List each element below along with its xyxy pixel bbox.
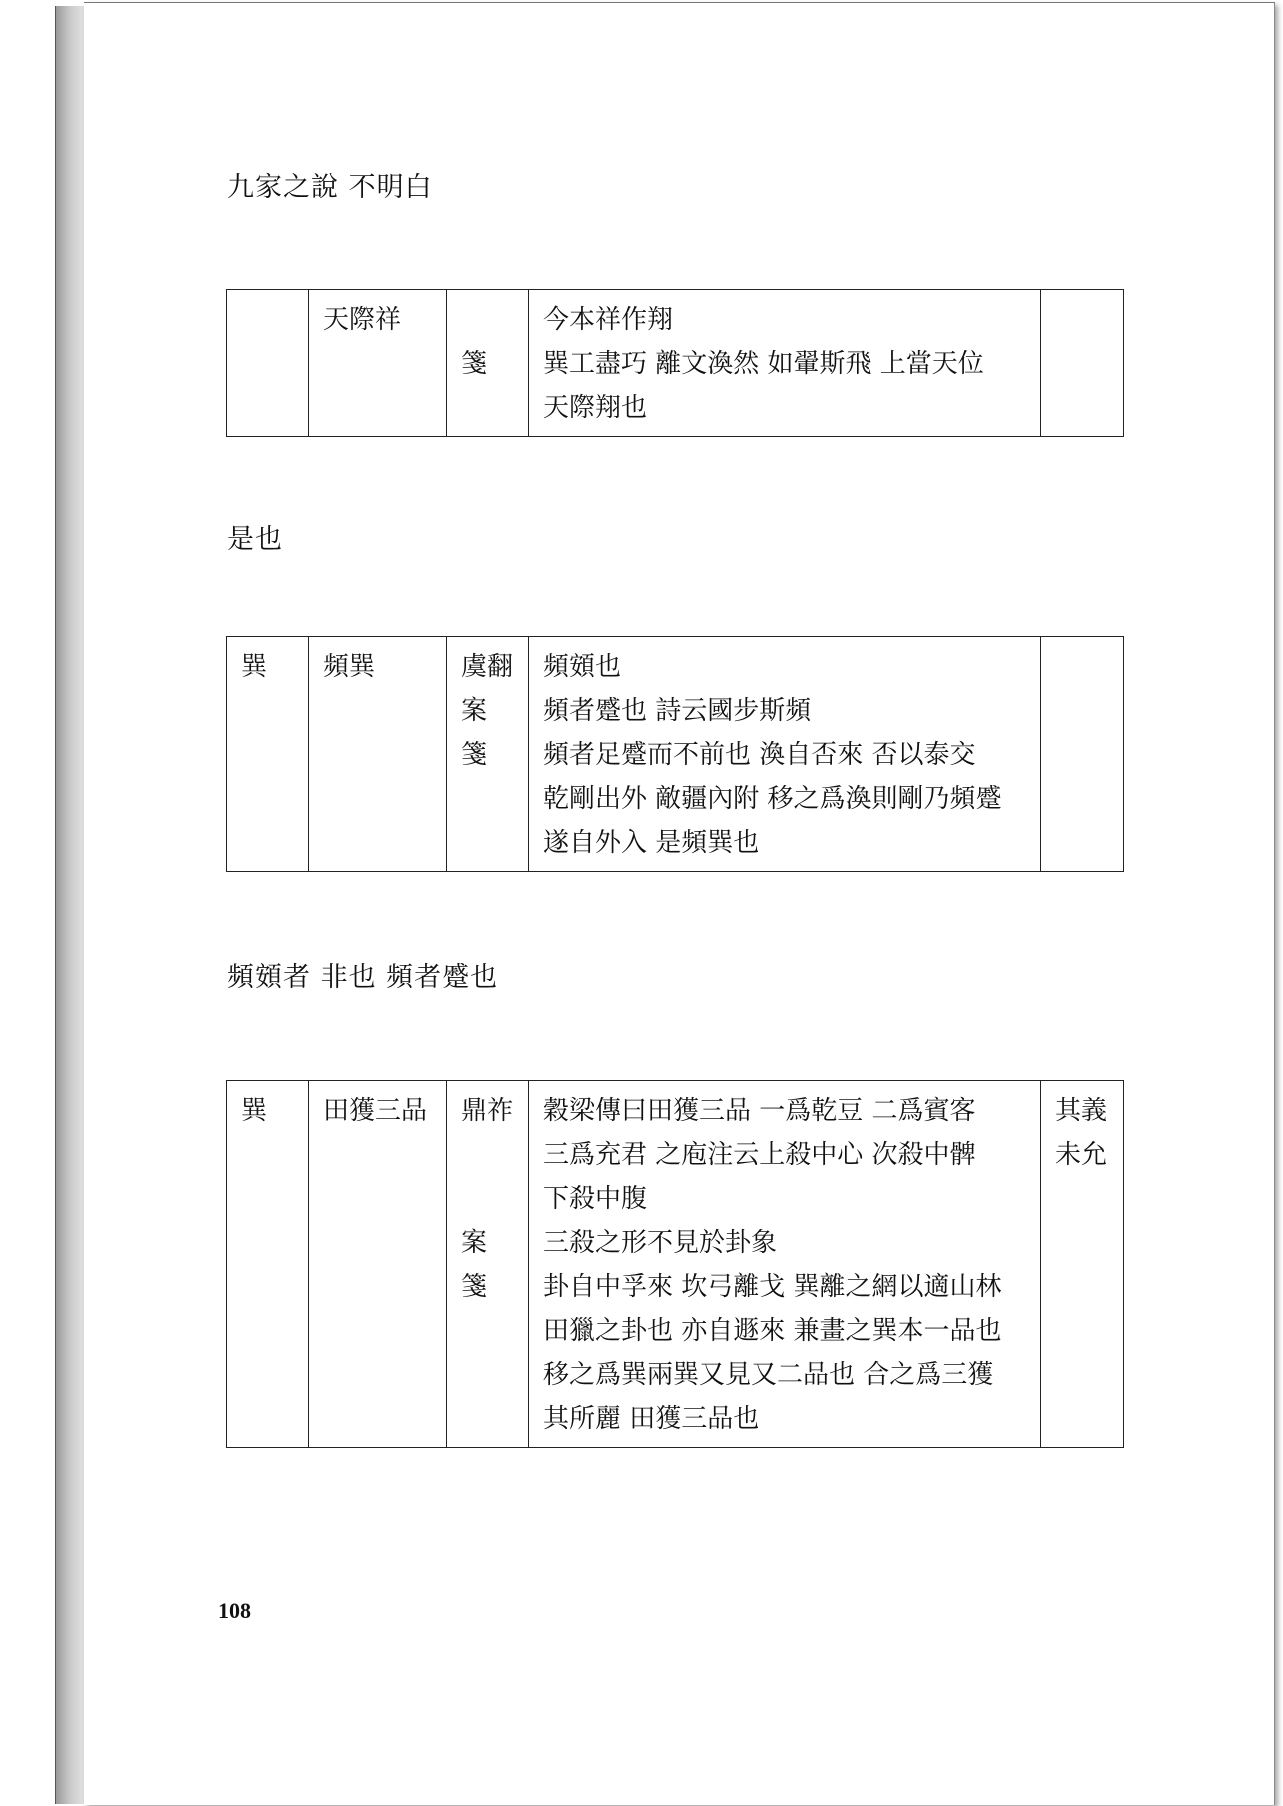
paragraph-2: 是也 bbox=[227, 524, 283, 555]
cell-hexagram: 巽 bbox=[227, 637, 309, 872]
cell-phrase: 天際祥 bbox=[309, 290, 447, 437]
cell-phrase: 田獲三品 bbox=[309, 1081, 447, 1448]
cell-source: 箋 bbox=[447, 290, 529, 437]
table-row bbox=[227, 1081, 1124, 1448]
table-row bbox=[227, 637, 1124, 872]
cell-commentary: 頻頞也 頻者蹙也 詩云國步斯頻 頻者足蹙而不前也 渙自否來 否以泰交 乾剛出外 敵疆內附 移之爲渙則剛乃頻蹙 遂自外入 是頻巽也 bbox=[529, 637, 1041, 872]
book-page bbox=[84, 2, 1275, 1805]
cell-hexagram: 巽 bbox=[227, 1081, 309, 1448]
paragraph-1: 九家之說 不明白 bbox=[227, 172, 433, 203]
cell-commentary: 今本祥作翔 巽工盡巧 離文渙然 如翬斯飛 上當天位 天際翔也 bbox=[529, 290, 1041, 437]
page-number: 108 bbox=[218, 1598, 251, 1623]
cell-source: 虞翻 案 箋 bbox=[447, 637, 529, 872]
entry-table-2 bbox=[226, 636, 1124, 872]
entry-table-3 bbox=[226, 1080, 1124, 1448]
entry-table-1 bbox=[226, 289, 1124, 437]
cell-hexagram bbox=[227, 290, 309, 437]
cell-phrase: 頻巽 bbox=[309, 637, 447, 872]
cell-remark bbox=[1041, 637, 1124, 872]
cell-source: 鼎祚 案 箋 bbox=[447, 1081, 529, 1448]
table-row bbox=[227, 290, 1124, 437]
book-spine-edge bbox=[55, 6, 86, 1804]
cell-remark bbox=[1041, 290, 1124, 437]
cell-remark: 其義 未允 bbox=[1041, 1081, 1124, 1448]
cell-commentary: 穀梁傳曰田獲三品 一爲乾豆 二爲賓客 三爲充君 之庖注云上殺中心 次殺中髀 下殺中腹 三殺之形不見於卦象 卦自中孚來 坎弓離戈 巽離之網以適山林 田獵之卦也 亦自遯來 兼畫之巽本一品也 移之爲巽兩巽又見又二品也 合之爲三獲 其所麗 田獲三品也 bbox=[529, 1081, 1041, 1448]
paragraph-3: 頻頞者 非也 頻者蹙也 bbox=[227, 962, 499, 993]
